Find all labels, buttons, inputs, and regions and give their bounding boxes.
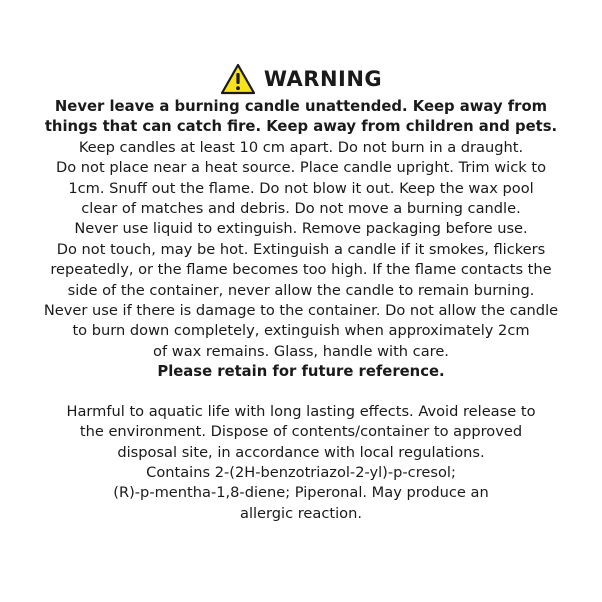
bold-warning-line: things that can catch fire. Keep away from children and pets. bbox=[44, 118, 558, 136]
instruction-line: of wax remains. Glass, handle with care. bbox=[153, 342, 449, 360]
instruction-line: clear of matches and debris. Do not move a burning candle. bbox=[81, 200, 521, 218]
warning-label bbox=[0, 62, 602, 524]
regulatory-line: Contains 2-(2H-benzotriazol-2-yl)-p-cresol; bbox=[146, 463, 456, 481]
regulatory-line: the environment. Dispose of contents/container to approved bbox=[79, 423, 523, 441]
section-spacer bbox=[0, 383, 602, 402]
instruction-line: Keep candles at least 10 cm apart. Do not burn in a draught. bbox=[78, 138, 524, 156]
warning-title: WARNING bbox=[263, 67, 383, 91]
retain-notice: Please retain for future reference. bbox=[157, 363, 445, 381]
regulatory-line: Harmful to aquatic life with long lasting effects. Avoid release to bbox=[66, 402, 536, 420]
instruction-line: Do not place near a heat source. Place candle upright. Trim wick to bbox=[55, 159, 546, 177]
instruction-line: repeatedly, or the flame becomes too high. If the flame contacts the bbox=[50, 261, 552, 279]
instruction-line: side of the container, never allow the candle to remain burning. bbox=[67, 281, 535, 299]
instruction-line: Do not touch, may be hot. Extinguish a candle if it smokes, flickers bbox=[56, 240, 546, 258]
instruction-line: Never use liquid to extinguish. Remove packaging before use. bbox=[74, 220, 528, 238]
instruction-line: 1cm. Snuff out the flame. Do not blow it out. Keep the wax pool bbox=[68, 179, 534, 197]
instruction-line: to burn down completely, extinguish when approximately 2cm bbox=[72, 322, 530, 340]
regulatory-line: disposal site, in accordance with local regulations. bbox=[117, 443, 485, 461]
regulatory-line: (R)-p-mentha-1,8-diene; Piperonal. May produce an bbox=[113, 484, 489, 502]
warning-triangle-icon bbox=[220, 63, 256, 95]
instruction-line: Never use if there is damage to the container. Do not allow the candle bbox=[43, 302, 559, 320]
regulatory-line: allergic reaction. bbox=[240, 504, 362, 522]
warning-header bbox=[0, 62, 602, 96]
bold-warning-line: Never leave a burning candle unattended. Keep away from bbox=[54, 98, 548, 115]
